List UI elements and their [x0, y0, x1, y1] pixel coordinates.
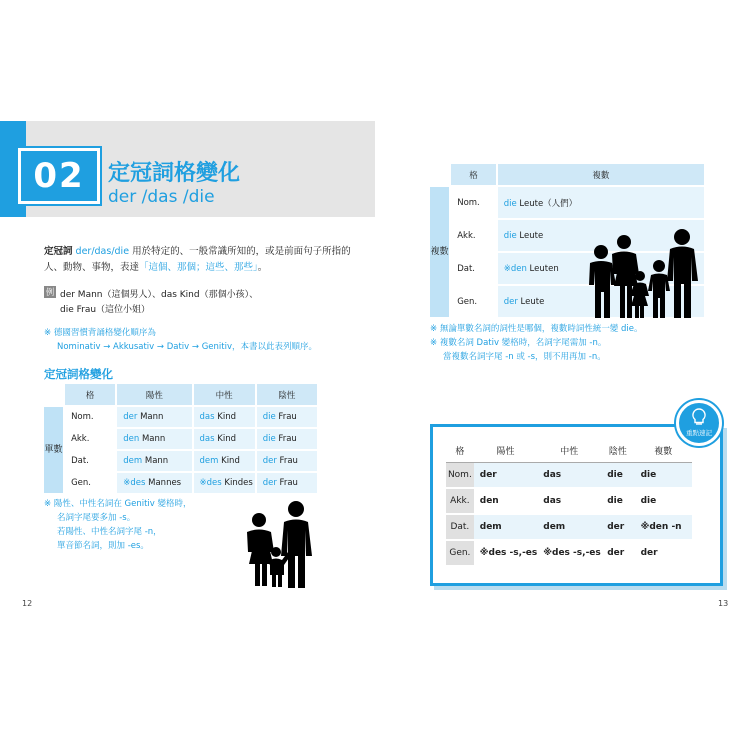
- table-row: Gen. ※des Mannes ※des Kindes der Frau: [44, 472, 318, 494]
- lesson-number-badge: 02: [18, 148, 100, 204]
- table-row: Nom. der das die die: [446, 462, 692, 488]
- table-row: 複數 Nom. die Leute（人們）: [430, 186, 705, 219]
- genitive-note-line-1: ※ 陽性、中性名詞在 Genitiv 變格時，: [44, 499, 192, 509]
- genitive-note-line-3: 若陽性、中性名詞字尾 -n，: [57, 527, 162, 537]
- plural-note-line-3: 當複數名詞字尾 -n 或 -s，則不用再加 -n。: [443, 352, 606, 362]
- table-row: Akk. den das die die: [446, 488, 692, 514]
- lesson-title: 定冠詞格變化: [108, 161, 241, 186]
- intro-line-2: 人、動物、事物，表達「這個、那個；這些、那些」。: [44, 262, 268, 273]
- table-row: Gen. der Leute: [430, 285, 705, 318]
- page-number-left: 12: [22, 599, 33, 608]
- lightbulb-icon: [692, 408, 706, 426]
- example-line-1: der Mann（這個男人）、das Kind（那個小孩）、: [60, 290, 259, 300]
- singular-article-table: 格 陽性 中性 陰性 單數 Nom. der Mann das Kind die Frau Akk. den Mann das Kind die Frau Dat. dem Mann dem Kind der Frau Gen. ※des Mannes ※des Kindes der Frau: [44, 384, 319, 495]
- intro-line-1: 定冠詞 der/das/die 用於特定的、一般常識所知的，或是前面句子所指的: [44, 246, 351, 257]
- section-title: 定冠詞格變化: [44, 367, 113, 381]
- plural-note-line-2: ※ 複數名詞 Dativ 變格時，名詞字尾需加 -n。: [430, 338, 607, 348]
- page-number-right: 13: [718, 599, 729, 608]
- example-label: 例: [45, 288, 55, 298]
- table-row: Dat. dem dem der ※den -n: [446, 514, 692, 540]
- summary-table: 格 陽性 中性 陰性 複數 Nom. der das die die Akk. den das die die Dat. dem dem der ※den -n Gen. ※des -s,-es ※des -s,-es der der: [446, 440, 692, 567]
- key-points-badge: 重點速記: [676, 400, 722, 446]
- lesson-subtitle: der /das /die: [108, 187, 215, 207]
- genitive-note-line-4: 單音節名詞，則加 -es。: [57, 541, 149, 551]
- plural-note-line-1: ※ 無論單數名詞的詞性是哪個，複數時詞性統一變 die。: [430, 324, 643, 334]
- order-note-line-1: ※ 德國習慣背誦格變化順序為: [44, 328, 156, 338]
- example-line-2: die Frau（這位小姐）: [60, 305, 151, 315]
- order-note-line-2: Nominativ → Akkusativ → Dativ → Genitiv，本書以此表列順序。: [57, 342, 318, 352]
- genitive-note-line-2: 名詞字尾要多加 -s。: [57, 513, 136, 523]
- table-row: Akk. die Leute: [430, 219, 705, 252]
- table-row: Dat. ※den Leuten: [430, 252, 705, 285]
- table-row: Gen. ※des -s,-es ※des -s,-es der der: [446, 540, 692, 566]
- table-row: 單數 Nom. der Mann das Kind die Frau: [44, 406, 318, 428]
- family-silhouette-large-icon: [586, 228, 706, 318]
- family-silhouette-icon: [244, 500, 324, 588]
- table-row: Dat. dem Mann dem Kind der Frau: [44, 450, 318, 472]
- table-row: Akk. den Mann das Kind die Frau: [44, 428, 318, 450]
- plural-article-table: 格 複數 複數 Nom. die Leute（人們） Akk. die Leute Dat. ※den Leuten Gen. der Leute: [430, 164, 706, 319]
- singular-side-label: 單數: [44, 406, 64, 494]
- plural-side-label: 複數: [430, 186, 450, 318]
